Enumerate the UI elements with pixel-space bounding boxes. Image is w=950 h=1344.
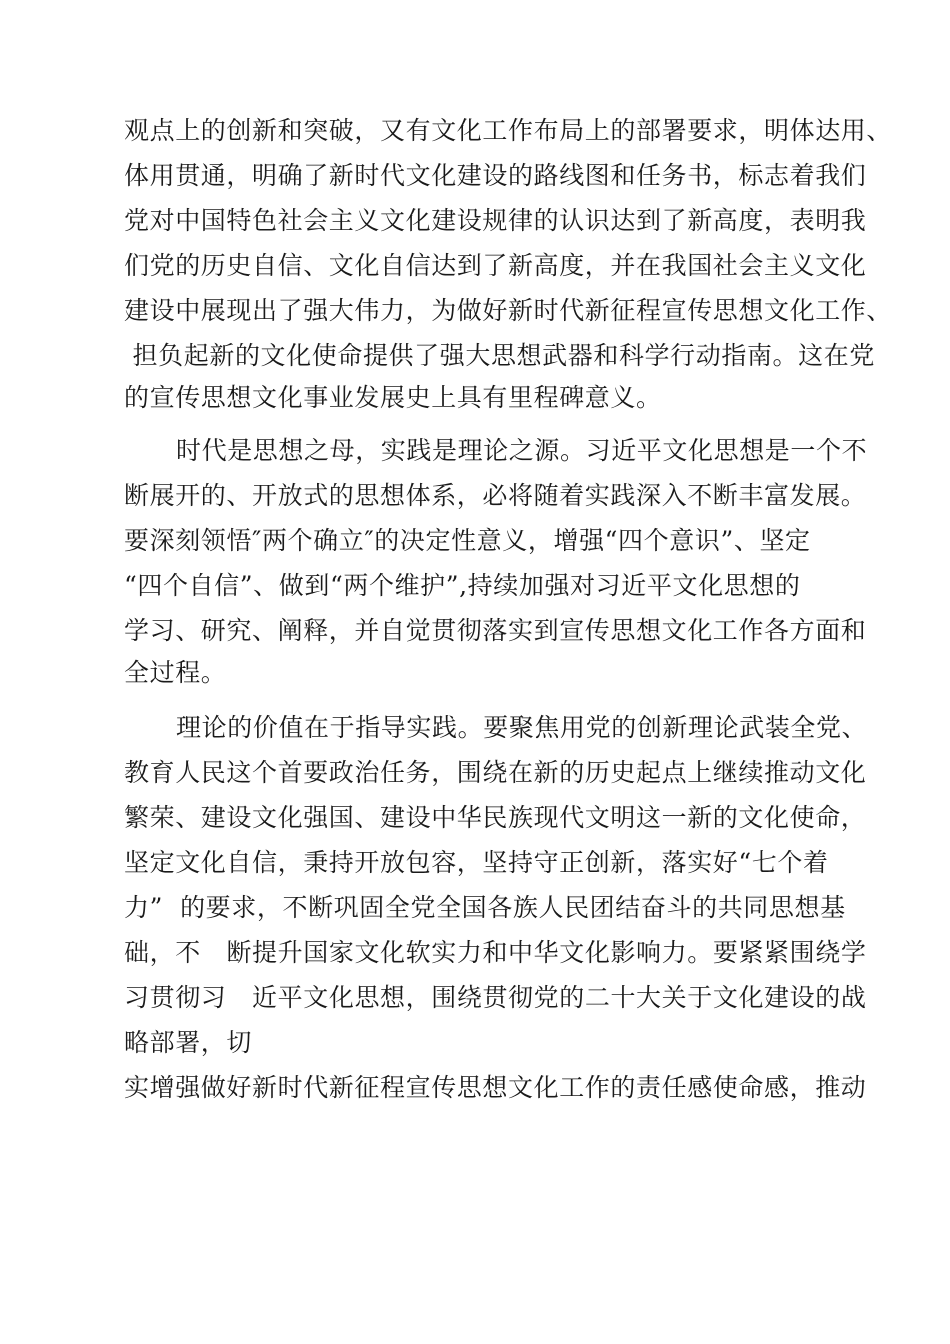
text-line: 学习、研究、阐释，并自觉贯彻落实到宣传思想文化工作各方面和: [124, 616, 867, 645]
text-line: 理论的价值在于指导实践。要聚焦用党的创新理论武装全党、: [176, 713, 868, 742]
text-line: 习贯彻习 近平文化思想，围绕贯彻党的二十大关于文化建设的战: [124, 983, 867, 1012]
text-line: 力” 的要求，不断巩固全党全国各族人民团结奋斗的共同思想基: [124, 893, 846, 922]
text-line: 坚定文化自信，秉持开放包容，坚持守正创新，落实好“七个着: [124, 848, 829, 877]
text-line: 观点上的创新和突破，又有文化工作布局上的部署要求，明体达用、: [124, 116, 893, 145]
text-line: 实增强做好新时代新征程宣传思想文化工作的责任感使命感，推动: [124, 1073, 867, 1102]
text-line: 要深刻领悟″两个确立″的决定性意义，增强“四个意识”、坚定: [124, 526, 811, 555]
text-line: 建设中展现出了强大伟力，为做好新时代新征程宣传思想文化工作、: [124, 296, 893, 325]
text-line: 础，不 断提升国家文化软实力和中华文化影响力。要紧紧围绕学: [124, 938, 867, 967]
text-line: 的宣传思想文化事业发展史上具有里程碑意义。: [124, 383, 662, 412]
text-line: 略部署，切: [124, 1028, 253, 1057]
text-line: 体用贯通，明确了新时代文化建设的路线图和任务书，标志着我们: [124, 161, 867, 190]
text-line: 担负起新的文化使命提供了强大思想武器和科学行动指南。这在党: [124, 341, 875, 370]
text-line: 全过程。: [124, 658, 227, 687]
text-line: 繁荣、建设文化强国、建设中华民族现代文明这一新的文化使命，: [124, 803, 867, 832]
text-line: “四个自信”、做到“两个维护”,持续加强对习近平文化思想的: [124, 571, 801, 600]
text-line: 教育人民这个首要政治任务，围绕在新的历史起点上继续推动文化: [124, 758, 867, 787]
text-line: 断展开的、开放式的思想体系，必将随着实践深入不断丰富发展。: [124, 481, 867, 510]
text-line: 党对中国特色社会主义文化建设规律的认识达到了新高度，表明我: [124, 206, 867, 235]
text-line: 时代是思想之母，实践是理论之源。习近平文化思想是一个不: [176, 436, 868, 465]
text-line: 们党的历史自信、文化自信达到了新高度，并在我国社会主义文化: [124, 251, 867, 280]
